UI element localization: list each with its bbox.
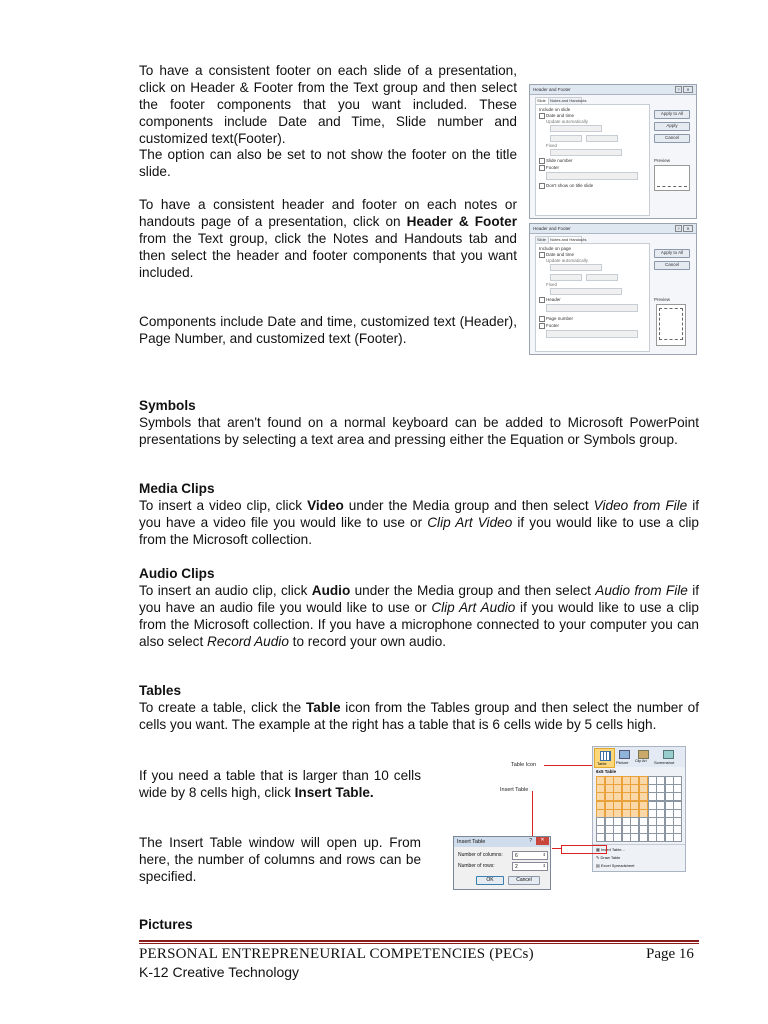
cancel-button[interactable]: Cancel [508,876,540,885]
header-footer-dialog-slide: Header and Footer ? ✕ Slide Notes and Handouts Include on slide Date and time Update automatically Fixed Slide number Footer Don't show on title slide Apply to All Apply Cancel Preview [529,84,697,219]
calendar-select[interactable] [586,135,618,142]
pictures-heading: Pictures [139,917,193,932]
footer-text-field[interactable] [546,172,638,180]
arrow-line [552,848,561,849]
apply-to-all-button[interactable]: Apply to All [654,249,690,258]
tables-insert-paragraph: If you need a table that is larger than 10 cells wide by 8 cells high, click Insert Table. [139,768,421,800]
ok-button[interactable]: OK [476,876,504,885]
footer-text-field[interactable] [546,330,638,338]
arrow-line [544,765,594,766]
table-ribbon-button[interactable]: Table [594,748,615,768]
date-time-checkbox[interactable] [539,113,545,119]
media-section: Media Clips To insert a video clip, click Video under the Media group and then select Video from File if you have a video file you would like to use or Clip Art Video if you would like to use a clip from the Microsoft collection. [139,481,699,547]
header-text-field[interactable] [546,304,638,312]
apply-button[interactable]: Apply [654,122,690,131]
draw-table-menu-item[interactable]: ✎ Draw Table [596,855,621,860]
help-icon[interactable]: ? [675,225,682,232]
footer-rule-thin [139,943,699,944]
language-select[interactable] [550,135,582,142]
symbols-heading: Symbols [139,398,196,413]
date-format-select[interactable] [550,125,602,132]
dialog-panel: Include on slide Date and time Update automatically Fixed Slide number Footer Don't show on title slide [535,104,650,216]
spinner-icon[interactable]: ⇕ [542,863,546,868]
audio-section: Audio Clips To insert an audio clip, click Audio under the Media group and then select Audio from File if you have an audio file you would like to use or Clip Art Audio if you would like to use a clip from the Microsoft collection. If you have a microphone connected to your computer you can also select Record Audio to record your own audio. [139,566,699,649]
date-time-checkbox[interactable] [539,252,545,258]
footer-page-number: Page 16 [646,946,694,962]
date-format-select[interactable] [550,264,602,271]
header-footer-dialog-notes: Header and Footer ? ✕ Slide Notes and Handouts Include on page Date and time Update automatically Fixed Header Page number Footer Apply to All Cancel Preview [529,223,697,355]
apply-to-all-button[interactable]: Apply to All [654,110,690,119]
footer-checkbox[interactable] [539,165,545,171]
clip-art-ribbon-button[interactable]: Clip Art [635,748,651,766]
table-icon-annotation: Table Icon [511,762,537,768]
screenshot-ribbon-button[interactable]: Screenshot [653,748,683,766]
grid-size-label: 6x5 Table [596,769,617,774]
preview-thumbnail [656,304,686,346]
header-checkbox[interactable] [539,297,545,303]
tab-slide[interactable]: Slide [535,236,549,244]
symbols-section: Symbols Symbols that aren't found on a normal keyboard can be added to Microsoft PowerPoint presentations by selecting a text area and pressing either the Equation or Symbols group. [139,398,699,447]
hf-option-paragraph: The option can also be set to not show the footer on the title slide. [139,147,517,179]
highlight-box [561,845,607,854]
tab-notes-handouts[interactable]: Notes and Handouts [550,98,587,103]
language-select[interactable] [550,274,582,281]
columns-input[interactable]: 6 ⇕ [512,851,548,860]
audio-heading: Audio Clips [139,566,215,581]
hf-intro-paragraph: To have a consistent footer on each slide of a presentation, click on Header & Footer from the Text group and then select the footer components that you want included. These components include Date and Time, Slide number and customized text(Footer). [139,63,517,146]
pictures-section [139,916,699,933]
dialog-panel: Include on page Date and time Update automatically Fixed Header Page number Footer [535,243,650,352]
spinner-icon[interactable]: ⇕ [542,852,546,857]
hf-notes-paragraph: To have a consistent header and footer on each notes or handouts page of a presentation, click on Header & Footer from the Text group, click the Notes and Handouts tab and then select the header and footer components that you want included. [139,197,517,280]
cancel-button[interactable]: Cancel [654,134,690,143]
tables-dialog-paragraph: The Insert Table window will open up. From here, the number of columns and rows can be specified. [139,835,421,884]
footer-rule [139,940,699,942]
footer-title: PERSONAL ENTREPRENEURIAL COMPETENCIES (PECs) [139,946,534,962]
tab-slide[interactable]: Slide [535,97,549,104]
media-heading: Media Clips [139,481,215,496]
fixed-date-field[interactable] [550,288,622,295]
insert-table-titlebar: Insert Table ? ✕ [454,837,550,847]
tab-notes-handouts[interactable]: Notes and Handouts [550,237,587,242]
rows-input[interactable]: 2 ⇕ [512,862,548,871]
excel-spreadsheet-menu-item[interactable]: ▤ Excel Spreadsheet [596,863,635,868]
ribbon-group-tables [593,747,685,767]
fixed-date-field[interactable] [550,149,622,156]
table-grid-cell[interactable] [673,833,682,842]
hf-components-paragraph: Components include Date and time, customized text (Header), Page Number, and customized text (Footer). [139,314,517,346]
tables-section: Tables To create a table, click the Table icon from the Tables group and then select the number of cells you want. The example at the right has a table that is 6 cells wide by 5 cells high. [139,683,699,732]
tables-heading: Tables [139,683,182,698]
close-icon[interactable]: ✕ [536,837,549,845]
close-icon[interactable]: ✕ [683,86,693,93]
dialog-titlebar: Header and Footer ? ✕ [530,224,696,234]
calendar-select[interactable] [586,274,618,281]
help-icon[interactable]: ? [675,86,682,93]
table-insert-figure [440,744,686,894]
footer-checkbox[interactable] [539,323,545,329]
footer-subtitle: K-12 Creative Technology [139,964,300,980]
slide-number-checkbox[interactable] [539,158,545,164]
preview-thumbnail [654,165,690,191]
insert-table-annotation: Insert Table [500,787,529,793]
close-icon[interactable]: ✕ [683,225,693,232]
dont-show-title-checkbox[interactable] [539,183,545,189]
table-cell-grid[interactable] [596,776,682,842]
help-icon[interactable]: ? [529,838,532,844]
cancel-button[interactable]: Cancel [654,261,690,270]
insert-table-menu-item[interactable]: ▦ Insert Table... [596,847,625,852]
dialog-titlebar: Header and Footer ? ✕ [530,85,696,95]
page-number-checkbox[interactable] [539,316,545,322]
insert-table-dialog: Insert Table ? ✕ Number of columns: 6 ⇕ Number of rows: 2 ⇕ OK Cancel [453,836,551,890]
picture-ribbon-button[interactable]: Picture [615,748,633,766]
